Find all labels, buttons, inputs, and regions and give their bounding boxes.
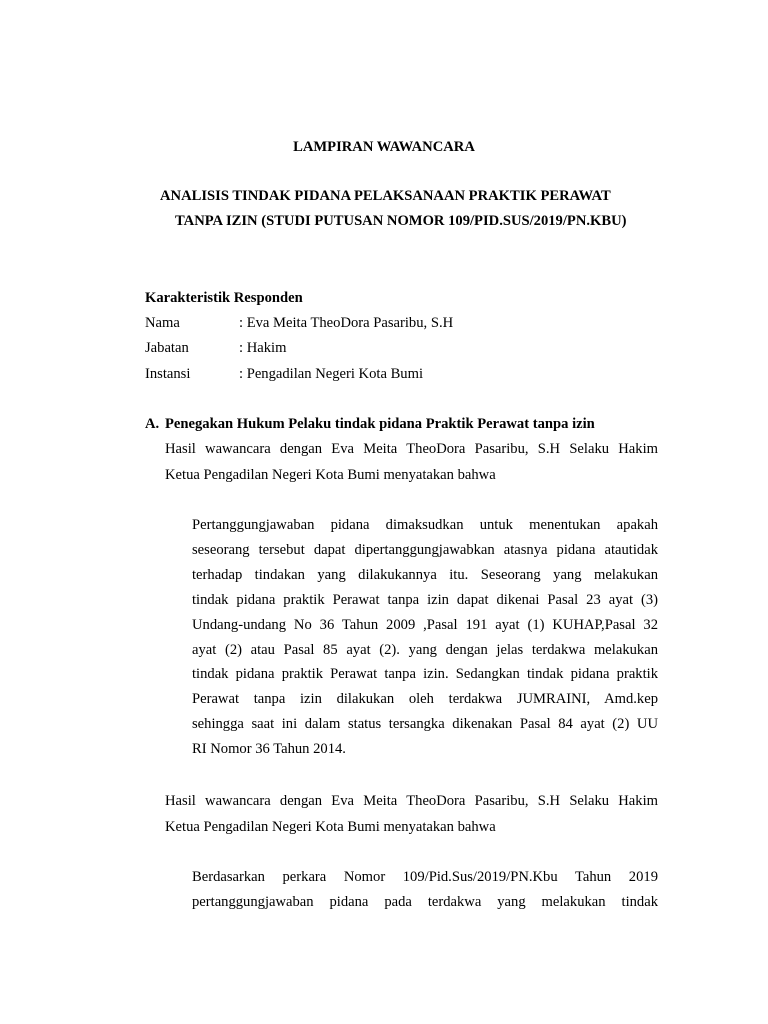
intro-1-line-1: Hasil wawancara dengan Eva Meita TheoDora Pasaribu, S.H Selaku Hakim [165, 441, 658, 457]
intro-2-line-2: Ketua Pengadilan Negeri Kota Bumi menyatakan bahwa [165, 819, 496, 835]
respondent-label-jabatan: Jabatan [145, 340, 189, 356]
respondent-label-instansi: Instansi [145, 366, 191, 382]
respondent-value-jabatan: : Hakim [239, 340, 287, 356]
respondent-section-title: Karakteristik Responden [145, 290, 303, 306]
answer-1-line-10: RI Nomor 36 Tahun 2014. [192, 741, 346, 757]
answer-1-line-7: tindak pidana praktik Perawat tanpa izin. Sedangkan tindak pidana praktik [192, 666, 658, 682]
answer-2-line-2: pertanggungjawaban pidana pada terdakwa yang melakukan tindak [192, 894, 658, 910]
document-heading: LAMPIRAN WAWANCARA [293, 139, 475, 155]
answer-2-line-1: Berdasarkan perkara Nomor 109/Pid.Sus/2019/PN.Kbu Tahun 2019 [192, 869, 658, 885]
document-title-line-1: ANALISIS TINDAK PIDANA PELAKSANAAN PRAKTIK PERAWAT [160, 188, 611, 204]
answer-1-line-4: tindak pidana praktik Perawat tanpa izin dapat dikenai Pasal 23 ayat (3) [192, 592, 658, 608]
answer-1-line-3: terhadap tindakan yang dilakukannya itu. Seseorang yang melakukan [192, 567, 658, 583]
answer-1-line-6: ayat (2) atau Pasal 85 ayat (2). yang dengan jelas terdakwa melakukan [192, 642, 658, 658]
respondent-value-instansi: : Pengadilan Negeri Kota Bumi [239, 366, 424, 382]
intro-2-line-1: Hasil wawancara dengan Eva Meita TheoDora Pasaribu, S.H Selaku Hakim [165, 793, 658, 809]
answer-1-line-9: sehingga saat ini dalam status tersangka dikenakan Pasal 84 ayat (2) UU [192, 716, 658, 732]
intro-1-line-2: Ketua Pengadilan Negeri Kota Bumi menyatakan bahwa [165, 467, 496, 483]
respondent-label-nama: Nama [145, 315, 180, 331]
answer-1-line-2: seseorang tersebut dapat dipertanggungjawabkan atasnya pidana atautidak [192, 542, 658, 558]
respondent-value-nama: : Eva Meita TheoDora Pasaribu, S.H [239, 315, 454, 331]
answer-1-line-5: Undang-undang No 36 Tahun 2009 ,Pasal 191 ayat (1) KUHAP,Pasal 32 [192, 617, 658, 633]
answer-1-line-8: Perawat tanpa izin dilakukan oleh terdakwa JUMRAINI, Amd.kep [192, 691, 658, 707]
section-a-marker: A. [145, 416, 160, 432]
section-a-title: Penegakan Hukum Pelaku tindak pidana Praktik Perawat tanpa izin [165, 416, 595, 432]
document-title-line-2: TANPA IZIN (STUDI PUTUSAN NOMOR 109/PID.SUS/2019/PN.KBU) [175, 213, 627, 229]
answer-1-line-1: Pertanggungjawaban pidana dimaksudkan untuk menentukan apakah [192, 517, 658, 533]
